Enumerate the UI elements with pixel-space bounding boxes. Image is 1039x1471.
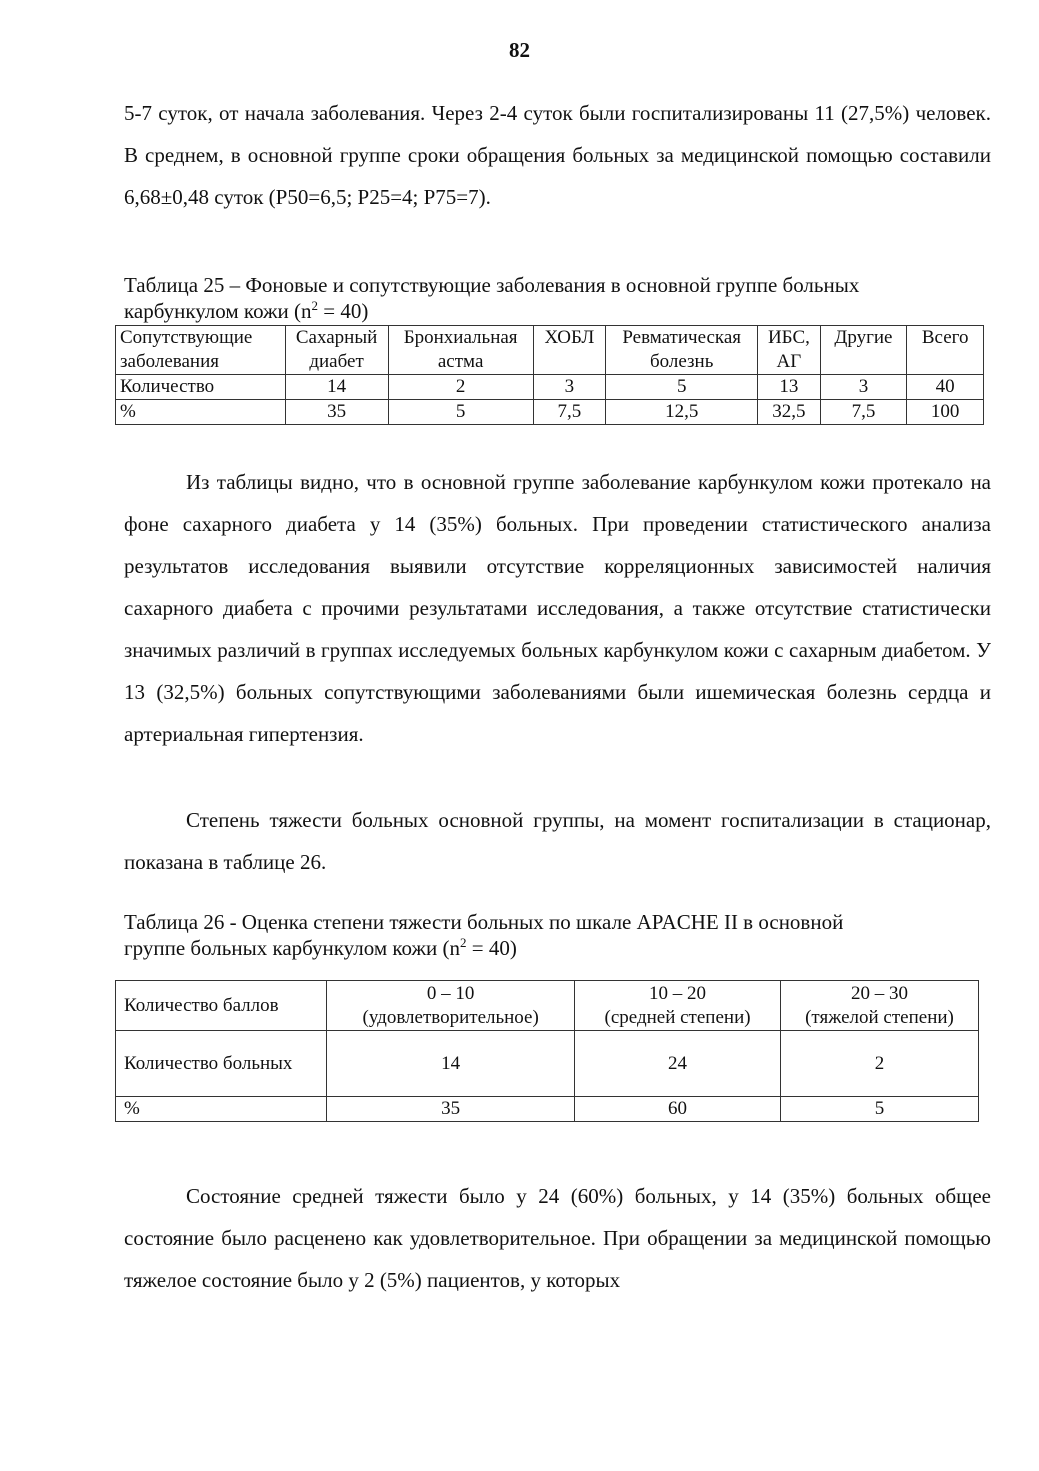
header-cell: Другие xyxy=(820,326,907,375)
table-cell: 100 xyxy=(907,400,984,425)
table-cell: 35 xyxy=(285,400,388,425)
table25-caption-line2: карбункулом кожи $(n^2 = 40)$ xyxy=(124,298,369,323)
header-cell: Сахарный диабет xyxy=(285,326,388,375)
table26-caption-line2: группе больных карбункулом кожи $(n^2 = 40)$ xyxy=(124,935,517,960)
table-cell: 40 xyxy=(907,375,984,400)
table-cell: 24 xyxy=(575,1031,781,1097)
paragraph-conclusion: Состояние средней тяжести было у 24 (60%) больных, у 14 (35%) больных общее состояние было расценено как удовлетворительное. При обращении за медицинской помощью тяжелое состояние было у 2 (5%) пациентов, у которых xyxy=(124,1184,991,1292)
table-cell: 35 xyxy=(327,1097,575,1122)
table-cell: 2 xyxy=(780,1031,978,1097)
paragraph-analysis: Из таблицы видно, что в основной группе заболевание карбункулом кожи протекало на фоне сахарного диабета у 14 (35%) больных. При проведении статистического анализа результатов исследования выявили отсутствие корреляционных зависимостей наличия сахарного диабета с прочими результатами исследования, а также отсутствие статистически значимых различий в группах исследуемых больных карбункулом кожи с сахарным диабетом. У 13 (32,5%) больных сопутствующими заболеваниями были ишемическая болезнь сердца и артериальная гипертензия. xyxy=(124,470,991,746)
table-cell: 60 xyxy=(575,1097,781,1122)
table-cell: 3 xyxy=(820,375,907,400)
table-cell: 3 xyxy=(533,375,606,400)
table25-caption-line1: Таблица 25 – Фоновые и сопутствующие заболевания в основной группе больных xyxy=(124,273,860,297)
header-cell: ИБС, АГ xyxy=(758,326,820,375)
table26-caption-line1: Таблица 26 - Оценка степени тяжести больных по шкале APACHE II в основной xyxy=(124,910,844,934)
table-row xyxy=(116,375,984,400)
table-row xyxy=(116,1031,979,1097)
row-label: % xyxy=(116,1097,327,1122)
header-cell: 20 – 30 (тяжелой степени) xyxy=(780,981,978,1031)
header-cell: Сопутствующие заболевания xyxy=(116,326,286,375)
table-cell: 13 xyxy=(758,375,820,400)
table-row xyxy=(116,1097,979,1122)
table26-caption xyxy=(124,909,1004,961)
row-label: Количество больных xyxy=(116,1031,327,1097)
paragraph-intro: 5-7 суток, от начала заболевания. Через 2-4 суток были госпитализированы 11 (27,5%) человек. В среднем, в основной группе сроки обращения больных за медицинской помощью составили 6,68±0,48 суток (P50=6,5; P25=4; P75=7). xyxy=(124,101,991,209)
row-label: Количество xyxy=(116,375,286,400)
table-cell: 5 xyxy=(388,400,533,425)
row-label: % xyxy=(116,400,286,425)
paragraph-severity: Степень тяжести больных основной группы, на момент госпитализации в стационар, показана в таблице 26. xyxy=(124,808,991,874)
table-cell: 12,5 xyxy=(606,400,758,425)
table-cell: 14 xyxy=(327,1031,575,1097)
table-row xyxy=(116,400,984,425)
header-cell: 10 – 20 (средней степени) xyxy=(575,981,781,1031)
table-cell: 32,5 xyxy=(758,400,820,425)
header-cell: ХОБЛ xyxy=(533,326,606,375)
table-cell: 7,5 xyxy=(533,400,606,425)
table-cell: 7,5 xyxy=(820,400,907,425)
table-25 xyxy=(115,325,984,425)
header-cell: Бронхиальная астма xyxy=(388,326,533,375)
header-cell: 0 – 10 (удовлетворительное) xyxy=(327,981,575,1031)
table-header-row xyxy=(116,326,984,375)
header-cell: Всего xyxy=(907,326,984,375)
table-cell: 2 xyxy=(388,375,533,400)
table-26 xyxy=(115,980,979,1122)
table-cell: 14 xyxy=(285,375,388,400)
header-cell: Количество баллов xyxy=(116,981,327,1031)
table-header-row xyxy=(116,981,979,1031)
table-cell: 5 xyxy=(606,375,758,400)
header-cell: Ревматическая болезнь xyxy=(606,326,758,375)
table25-caption xyxy=(124,272,1004,324)
table-cell: 5 xyxy=(780,1097,978,1122)
page-number: 82 xyxy=(509,38,530,62)
